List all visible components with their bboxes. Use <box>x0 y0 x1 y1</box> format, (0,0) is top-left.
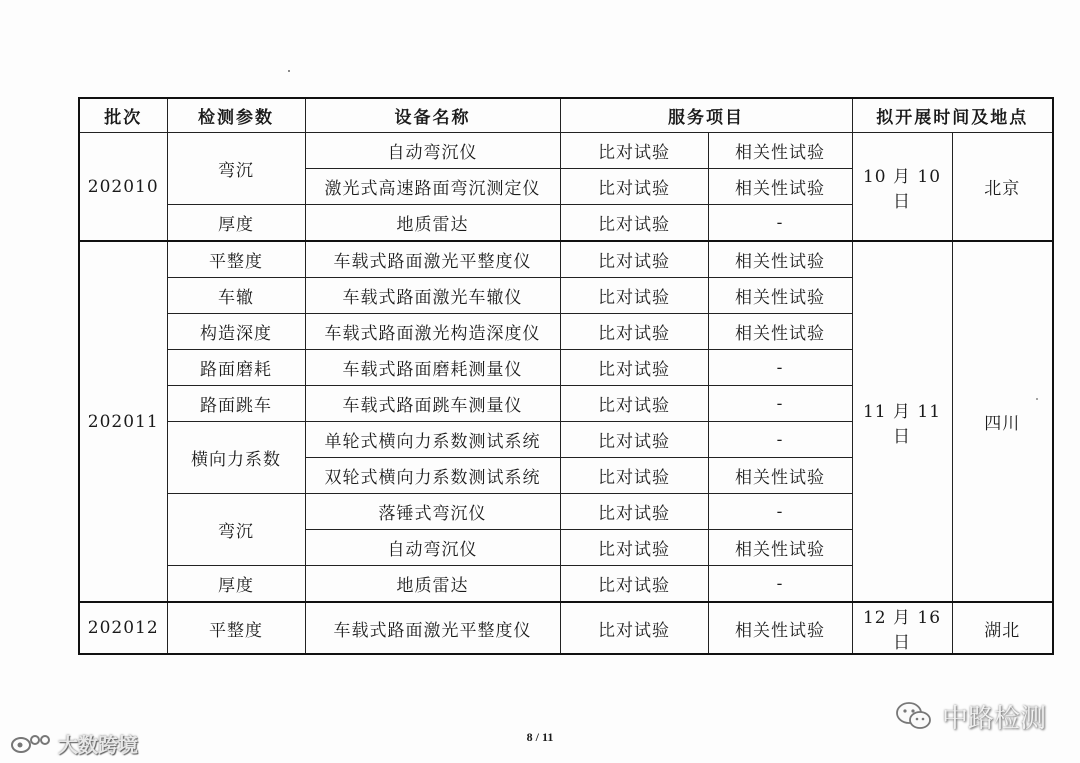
batch-cell: 202012 <box>79 602 167 654</box>
service-correlation-cell: 相关性试验 <box>708 241 852 278</box>
service-compare-cell: 比对试验 <box>560 205 708 242</box>
device-cell: 地质雷达 <box>305 205 560 242</box>
device-cell: 车载式路面跳车测量仪 <box>305 386 560 422</box>
place-cell: 北京 <box>952 133 1053 242</box>
device-cell: 激光式高速路面弯沉测定仪 <box>305 169 560 205</box>
service-correlation-cell: 相关性试验 <box>708 169 852 205</box>
device-cell: 落锤式弯沉仪 <box>305 494 560 530</box>
service-compare-cell: 比对试验 <box>560 566 708 603</box>
schedule-table <box>78 97 1054 655</box>
service-correlation-cell: 相关性试验 <box>708 530 852 566</box>
table-body <box>79 133 1053 655</box>
date-cell: 10 月 10 日 <box>852 133 952 242</box>
service-compare-cell: 比对试验 <box>560 494 708 530</box>
param-cell: 平整度 <box>167 602 305 654</box>
service-compare-cell: 比对试验 <box>560 278 708 314</box>
service-compare-cell: 比对试验 <box>560 386 708 422</box>
service-correlation-cell: - <box>708 350 852 386</box>
table-row <box>79 602 1053 654</box>
device-cell: 双轮式横向力系数测试系统 <box>305 458 560 494</box>
service-compare-cell: 比对试验 <box>560 314 708 350</box>
watermark-right <box>894 698 1046 734</box>
param-cell: 弯沉 <box>167 494 305 566</box>
place-cell: 四川 <box>952 241 1053 602</box>
param-cell: 路面跳车 <box>167 386 305 422</box>
service-correlation-cell: 相关性试验 <box>708 602 852 654</box>
param-cell: 车辙 <box>167 278 305 314</box>
table-row <box>79 241 1053 278</box>
param-cell: 路面磨耗 <box>167 350 305 386</box>
scan-speck <box>288 70 290 72</box>
service-correlation-cell: - <box>708 422 852 458</box>
header-service: 服务项目 <box>560 98 852 133</box>
device-cell: 自动弯沉仪 <box>305 530 560 566</box>
service-correlation-cell: 相关性试验 <box>708 314 852 350</box>
device-cell: 车载式路面磨耗测量仪 <box>305 350 560 386</box>
date-cell: 11 月 11 日 <box>852 241 952 602</box>
service-compare-cell: 比对试验 <box>560 133 708 169</box>
header-param: 检测参数 <box>167 98 305 133</box>
service-correlation-cell: - <box>708 566 852 603</box>
device-cell: 自动弯沉仪 <box>305 133 560 169</box>
device-cell: 车载式路面激光车辙仪 <box>305 278 560 314</box>
weibo-style-logo-icon <box>10 730 54 756</box>
param-cell: 厚度 <box>167 205 305 242</box>
param-cell: 构造深度 <box>167 314 305 350</box>
watermark-right-text: 中路检测 <box>942 703 1047 734</box>
service-compare-cell: 比对试验 <box>560 458 708 494</box>
table-header-row <box>79 98 1053 133</box>
service-correlation-cell: 相关性试验 <box>708 133 852 169</box>
watermark-left <box>10 729 138 757</box>
device-cell: 车载式路面激光平整度仪 <box>305 241 560 278</box>
header-batch: 批次 <box>79 98 167 133</box>
service-correlation-cell: 相关性试验 <box>708 278 852 314</box>
device-cell: 车载式路面激光构造深度仪 <box>305 314 560 350</box>
service-correlation-cell: - <box>708 494 852 530</box>
param-cell: 厚度 <box>167 566 305 603</box>
device-cell: 单轮式横向力系数测试系统 <box>305 422 560 458</box>
page-number: 8 / 11 <box>526 730 554 744</box>
service-compare-cell: 比对试验 <box>560 350 708 386</box>
date-cell: 12 月 16 日 <box>852 602 952 654</box>
watermark-left-text: 大数跨境 <box>58 732 138 757</box>
param-cell: 横向力系数 <box>167 422 305 494</box>
service-correlation-cell: 相关性试验 <box>708 458 852 494</box>
service-compare-cell: 比对试验 <box>560 169 708 205</box>
batch-cell: 202010 <box>79 133 167 242</box>
table-row <box>79 133 1053 169</box>
service-correlation-cell: - <box>708 386 852 422</box>
service-correlation-cell: - <box>708 205 852 242</box>
param-cell: 弯沉 <box>167 133 305 205</box>
service-compare-cell: 比对试验 <box>560 530 708 566</box>
batch-cell: 202011 <box>79 241 167 602</box>
service-compare-cell: 比对试验 <box>560 241 708 278</box>
header-time-place: 拟开展时间及地点 <box>852 98 1053 133</box>
wechat-icon <box>894 700 934 732</box>
service-compare-cell: 比对试验 <box>560 602 708 654</box>
service-compare-cell: 比对试验 <box>560 422 708 458</box>
device-cell: 车载式路面激光平整度仪 <box>305 602 560 654</box>
header-device: 设备名称 <box>305 98 560 133</box>
device-cell: 地质雷达 <box>305 566 560 603</box>
param-cell: 平整度 <box>167 241 305 278</box>
place-cell: 湖北 <box>952 602 1053 654</box>
